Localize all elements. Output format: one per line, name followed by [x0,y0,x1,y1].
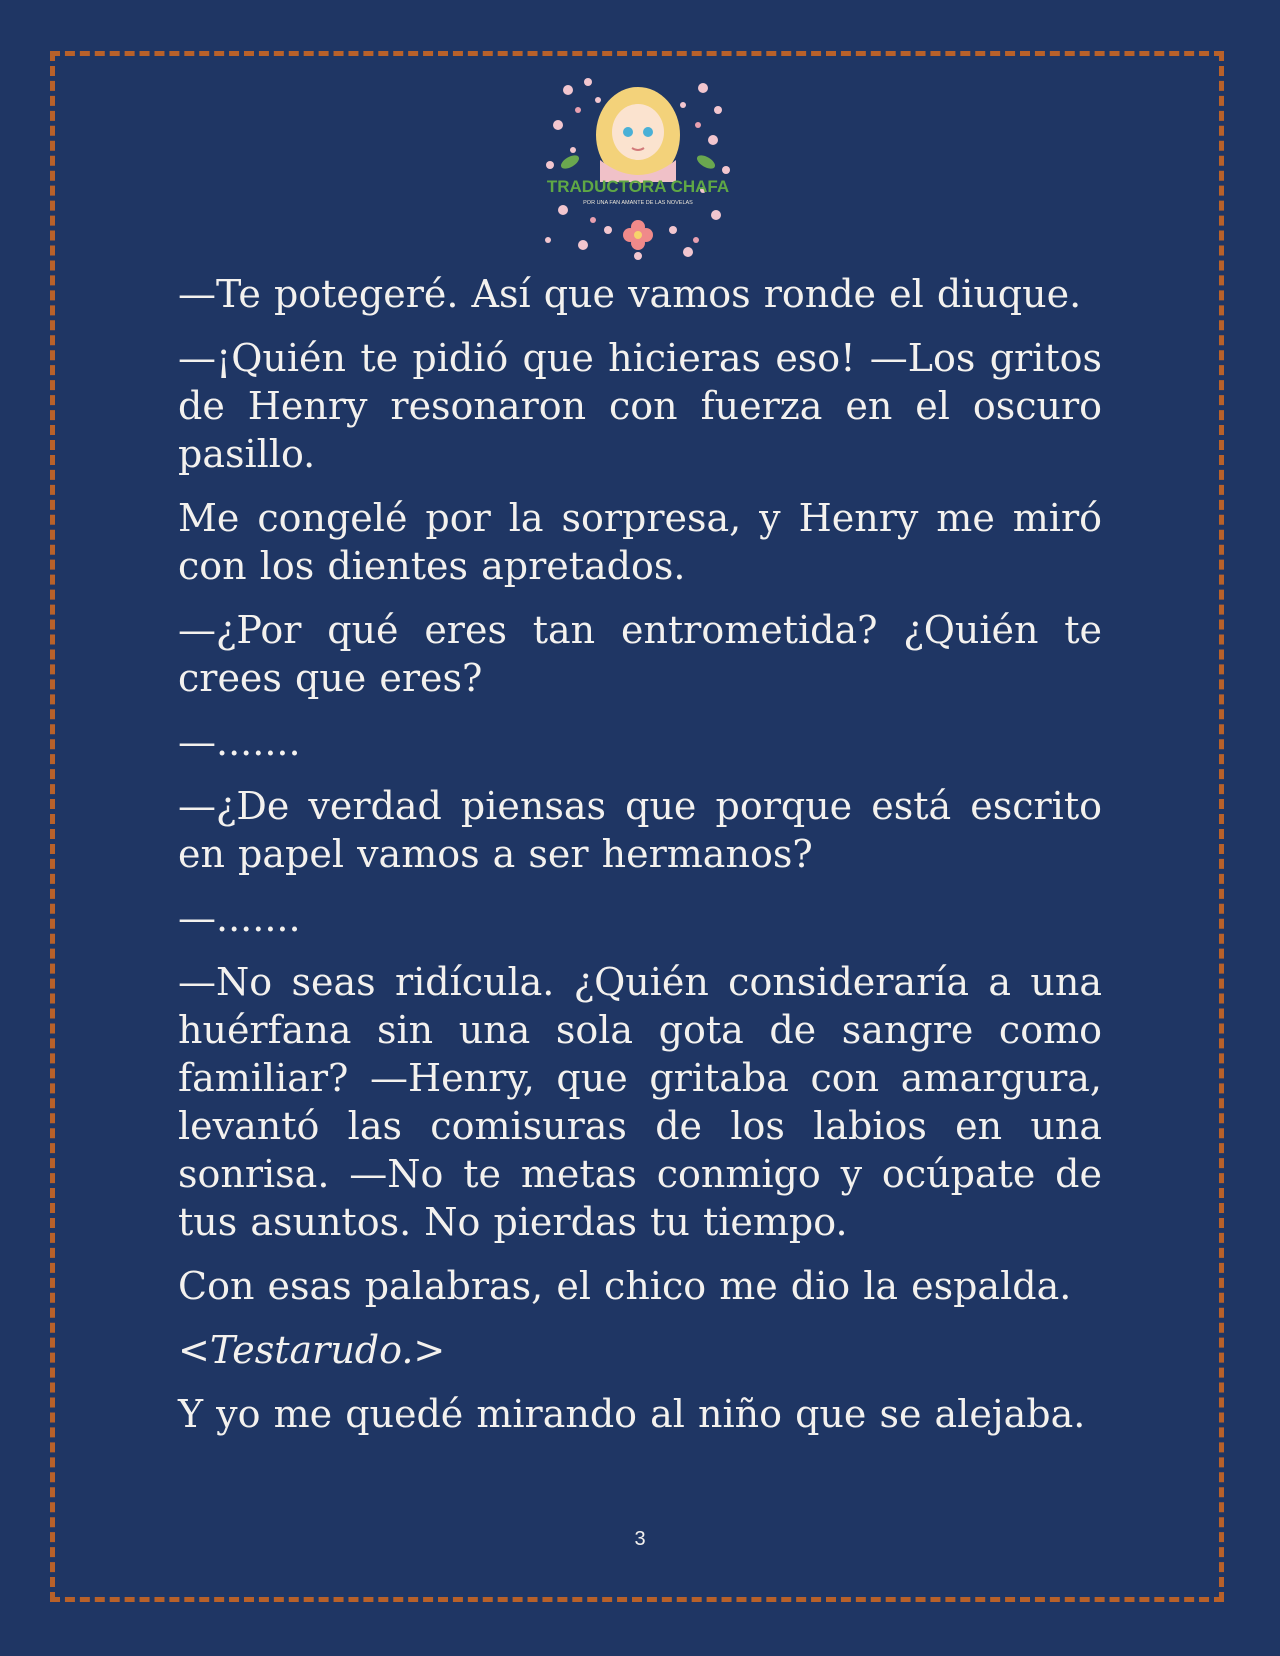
page-number: 3 [634,1528,646,1550]
logo-title: TRADUCTORA CHAFA [546,177,730,196]
paragraph-6: —¿De verdad piensas que porque está escrito en papel vamos a ser hermanos? [178,784,1102,876]
paragraph-11: Y yo me quedé mirando al niño que se alejaba. [178,1392,1086,1436]
paragraph-9: Con esas palabras, el chico me dio la espalda. [178,1264,1072,1308]
paragraph-1: —Te potegeré. Así que vamos ronde el diuque. [178,272,1082,316]
paragraph-2: —¡Quién te pidió que hicieras eso! —Los gritos de Henry resonaron con fuerza en el oscuro pasillo. [178,336,1102,476]
paragraph-10: <Testarudo.> [178,1328,446,1372]
paragraph-7: —....... [178,896,301,940]
paragraph-8: —No seas ridícula. ¿Quién consideraría a una huérfana sin una sola gota de sangre como familiar? —Henry, que gritaba con amargura, levantó las comisuras de los labios en una sonrisa. —No te metas conmigo y ocúpate de tus asuntos. No pierdas tu tiempo. [178,960,1102,1244]
paragraph-3: Me congelé por la sorpresa, y Henry me miró con los dientes apretados. [178,496,1102,588]
logo-tagline: POR UNA FAN AMANTE DE LAS NOVELAS [583,200,693,206]
paragraph-4: —¿Por qué eres tan entrometida? ¿Quién te crees que eres? [178,608,1102,700]
paragraph-5: —....... [178,720,301,764]
story-text [178,270,1102,1454]
translator-logo [538,70,738,266]
